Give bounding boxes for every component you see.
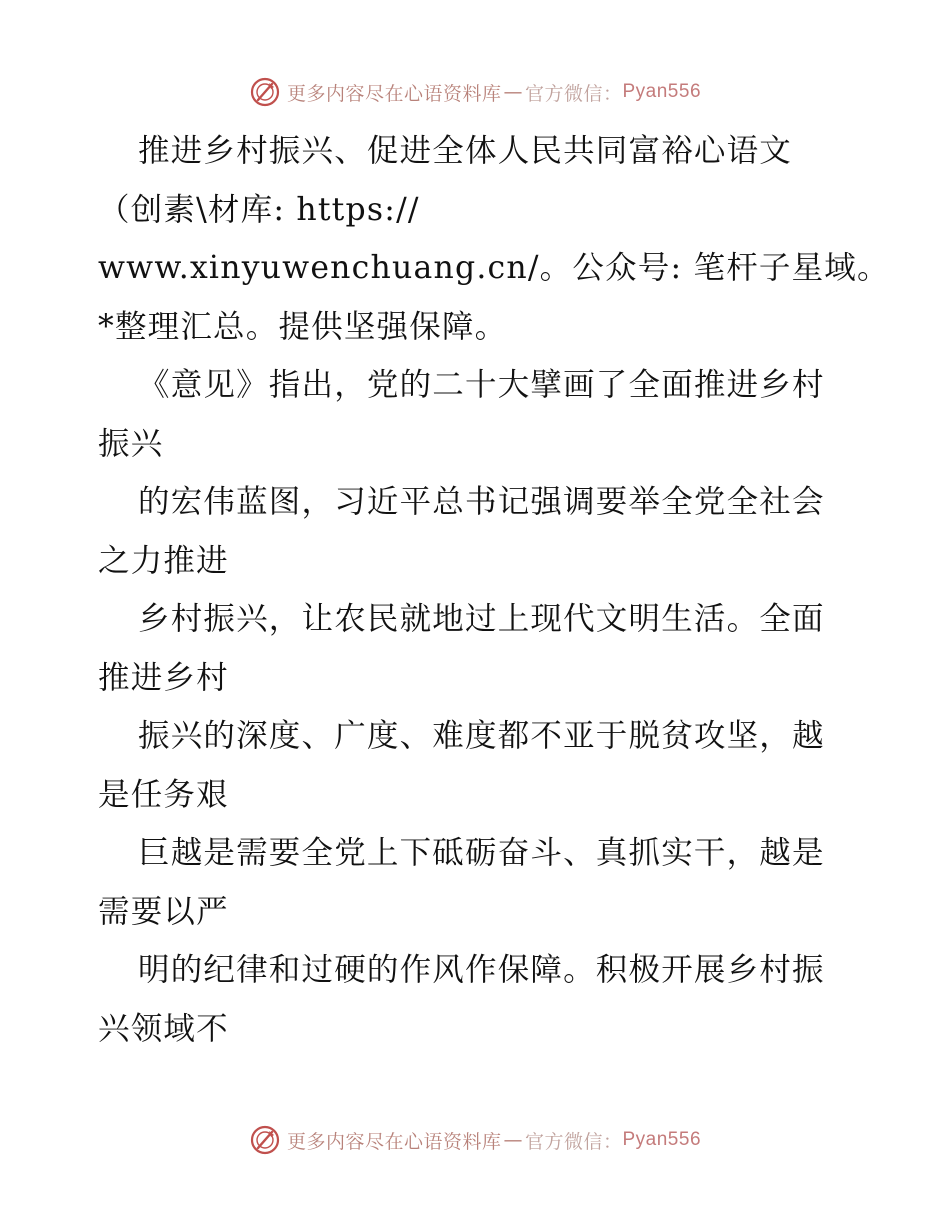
header-wechat-label: 官方微信： — [524, 82, 623, 105]
footer-wechat-id: Pyan556 — [622, 1129, 702, 1150]
header-wechat-id: Pyan556 — [622, 81, 702, 102]
body-line: 之力推进 — [98, 542, 229, 579]
footer-banner — [0, 1120, 950, 1160]
footer-brand-text: 更多内容尽在心语资料库 — [286, 1130, 502, 1153]
footer-separator: — — [503, 1129, 523, 1151]
body-line: （创素\材库: https:// — [98, 191, 420, 228]
body-line: 推进乡村振兴、促进全体人民共同富裕心语文 — [138, 133, 793, 169]
body-line: 推进乡村 — [98, 659, 229, 696]
body-line: 的宏伟蓝图，习近平总书记强调要举全党全社会 — [138, 484, 825, 520]
header-banner — [0, 72, 950, 112]
footer-wechat-label: 官方微信： — [524, 1130, 623, 1153]
header-brand-text: 更多内容尽在心语资料库 — [286, 82, 502, 105]
body-line: 是任务艰 — [98, 776, 229, 813]
header-separator: — — [503, 81, 523, 103]
body-line: 明的纪律和过硬的作风作保障。积极开展乡村振 — [138, 952, 825, 988]
body-line: 兴领域不 — [98, 1010, 229, 1047]
body-line: 乡村振兴，让农民就地过上现代文明生活。全面 — [138, 601, 825, 637]
body-line: 《意见》指出，党的二十大擘画了全面推进乡村 — [138, 367, 825, 403]
stamp-logo-icon — [249, 1124, 281, 1156]
body-line: www.xinyuwenchuang.cn/。公众号: 笔杆子星域。 — [98, 250, 890, 286]
document-body — [98, 122, 890, 1058]
body-line: 振兴的深度、广度、难度都不亚于脱贫攻坚，越 — [138, 718, 825, 754]
stamp-logo-icon — [249, 76, 281, 108]
body-line: 需要以严 — [98, 893, 229, 930]
body-line: 振兴 — [98, 425, 164, 462]
body-line: 巨越是需要全党上下砥砺奋斗、真抓实干，越是 — [138, 835, 825, 871]
body-line: *整理汇总。提供坚强保障。 — [98, 308, 508, 345]
